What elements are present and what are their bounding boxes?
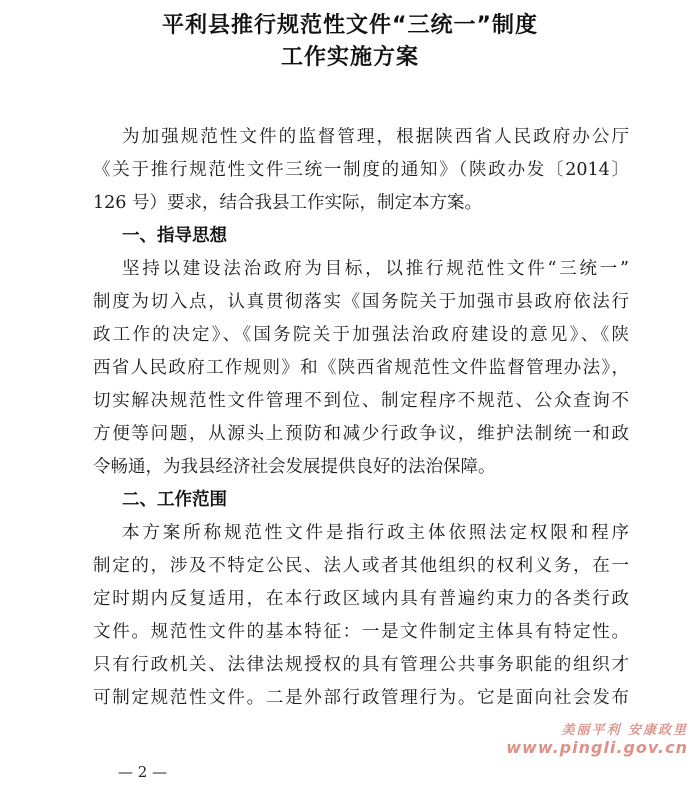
page-number: — 2 — xyxy=(118,763,168,781)
section1-line: 令畅通，为我县经济社会发展提供良好的法治保障。 xyxy=(93,457,496,477)
section1-line: 方便等问题，从源头上预防和减少行政争议，维护法制统一和政 xyxy=(93,424,629,444)
section1-line: 政工作的决定》、《国务院关于加强法治政府建设的意见》、《陕 xyxy=(93,325,629,345)
section2-line: 制定的，涉及不特定公民、法人或者其他组织的权利义务，在一 xyxy=(93,556,629,576)
section2-line: 文件。规范性文件的基本特征：一是文件制定主体具有特定性。 xyxy=(93,622,629,642)
section2-heading: 二、工作范围 xyxy=(122,490,227,510)
section2-line: 可制定规范性文件。二是外部行政管理行为。它是面向社会发布 xyxy=(93,688,629,708)
intro-line: 《关于推行规范性文件三统一制度的通知》（陕政办发〔2014〕 xyxy=(93,160,629,180)
watermark-url: www.pingli.gov.cn xyxy=(506,738,688,757)
section1-line: 切实解决规范性文件管理不到位、制定程序不规范、公众查询不 xyxy=(93,391,629,411)
section1-heading: 一、指导思想 xyxy=(122,226,227,246)
section2-line: 本方案所称规范性文件是指行政主体依照法定权限和程序 xyxy=(122,523,629,543)
document-title-line2: 工作实施方案 xyxy=(280,45,419,70)
section2-line: 定时期内反复适用，在本行政区域内具有普遍约束力的各类行政 xyxy=(93,589,629,609)
watermark-slogan: 美丽平利 安康政里 xyxy=(561,723,688,738)
section2-line: 只有行政机关、法律法规授权的具有管理公共事务职能的组织才 xyxy=(93,655,629,675)
intro-line: 126 号）要求，结合我县工作实际，制定本方案。 xyxy=(93,193,482,213)
section1-line: 西省人民政府工作规则》和《陕西省规范性文件监督管理办法》， xyxy=(93,358,629,378)
document-title-line1: 平利县推行规范性文件“三统一”制度 xyxy=(162,13,538,38)
section1-line: 坚持以建设法治政府为目标，以推行规范性文件“三统一” xyxy=(122,259,629,279)
intro-line: 为加强规范性文件的监督管理，根据陕西省人民政府办公厅 xyxy=(122,127,629,147)
section1-line: 制度为切入点，认真贯彻落实《国务院关于加强市县政府依法行 xyxy=(93,292,629,312)
site-watermark xyxy=(506,719,688,757)
